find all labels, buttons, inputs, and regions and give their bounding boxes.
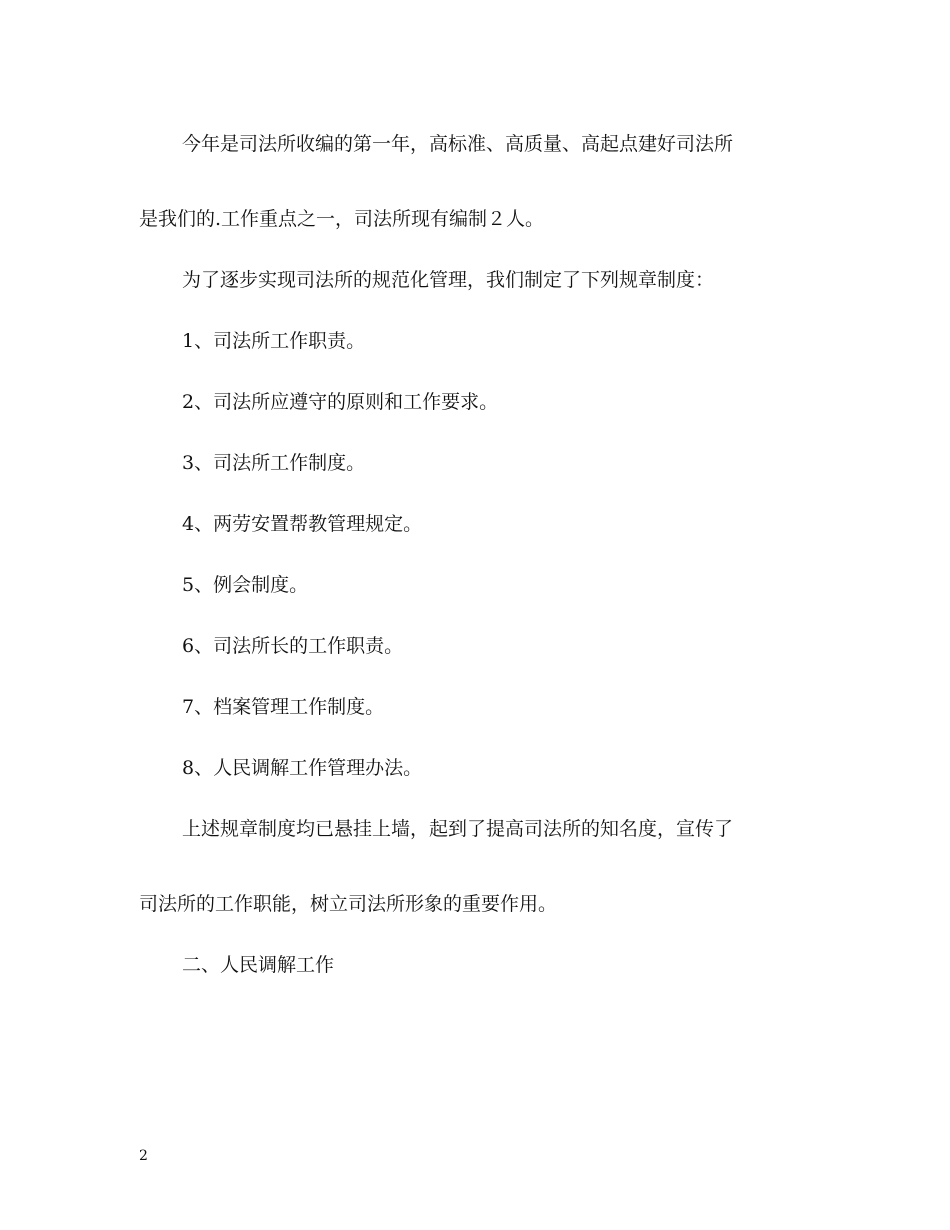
- paragraph-summary-line-2: 司法所的工作职能，树立司法所形象的重要作用。: [139, 893, 558, 915]
- page-number: 2: [139, 1148, 148, 1164]
- paragraph-summary-line-1: 上述规章制度均已悬挂上墙，起到了提高司法所的知名度，宣传了: [182, 818, 734, 840]
- paragraph-intro-line-1: 今年是司法所收编的第一年，高标准、高质量、高起点建好司法所: [182, 133, 734, 155]
- list-item: 4、两劳安置帮教管理规定。: [182, 513, 423, 535]
- section-heading: 二、人民调解工作: [182, 954, 335, 976]
- list-item: 5、例会制度。: [182, 574, 309, 596]
- document-body: [139, 128, 819, 982]
- list-item: 1、司法所工作职责。: [182, 330, 366, 352]
- list-item: 6、司法所长的工作职责。: [182, 635, 404, 657]
- list-item: 2、司法所应遵守的原则和工作要求。: [182, 391, 499, 413]
- list-item: 8、人民调解工作管理办法。: [182, 757, 423, 779]
- paragraph-regulations-intro: 为了逐步实现司法所的规范化管理，我们制定了下列规章制度：: [182, 269, 715, 291]
- list-item: 3、司法所工作制度。: [182, 452, 366, 474]
- list-item: 7、档案管理工作制度。: [182, 696, 385, 718]
- paragraph-intro-line-2: 是我们的.工作重点之一，司法所现有编制２人。: [139, 208, 545, 230]
